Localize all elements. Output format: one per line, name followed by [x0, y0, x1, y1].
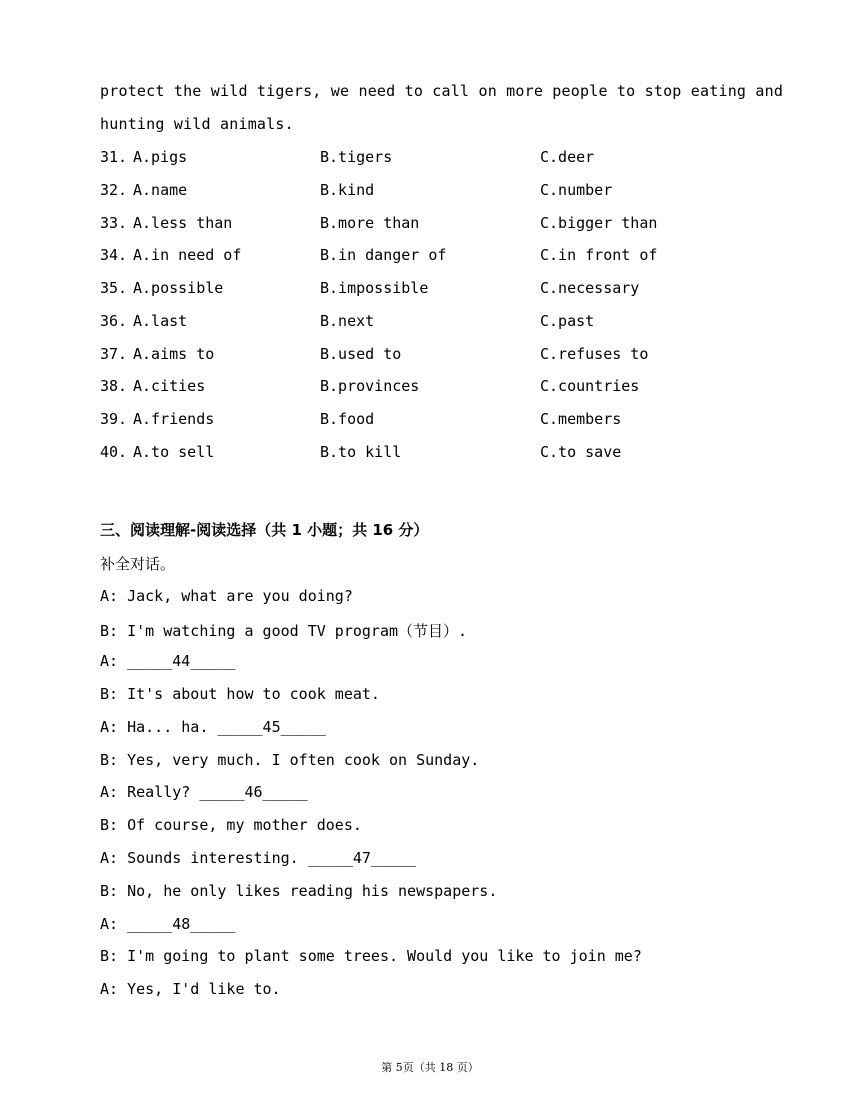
option-b: B.tigers	[320, 148, 393, 166]
dialogue-line-blank-47: A: Sounds interesting. _____47_____	[100, 849, 417, 867]
option-c: C.bigger than	[540, 214, 658, 232]
option-c: C.countries	[540, 377, 640, 395]
question-number: 32.	[100, 181, 128, 199]
dialogue-line: B: Yes, very much. I often cook on Sunday.	[100, 751, 480, 769]
option-b: B.more than	[320, 214, 420, 232]
dialogue-line-blank-46: A: Really? _____46_____	[100, 783, 308, 801]
dialogue-line: B: No, he only likes reading his newspapers.	[100, 882, 498, 900]
option-b: B.next	[320, 312, 375, 330]
dialogue-line: A: Yes, I'd like to.	[100, 980, 281, 998]
option-c: C.deer	[540, 148, 595, 166]
option-b: B.in danger of	[320, 246, 447, 264]
option-a: A.pigs	[133, 148, 188, 166]
option-a: A.possible	[133, 279, 224, 297]
question-number: 37.	[100, 345, 128, 363]
dialogue-line-blank-44: A: _____44_____	[100, 652, 236, 670]
dialogue-line: A: Jack, what are you doing?	[100, 587, 353, 605]
option-b: B.kind	[320, 181, 375, 199]
option-c: C.past	[540, 312, 595, 330]
option-a: A.aims to	[133, 345, 215, 363]
dialogue-line: B: I'm going to plant some trees. Would you like to join me?	[100, 947, 642, 965]
question-number: 38.	[100, 377, 128, 395]
question-number: 34.	[100, 246, 128, 264]
option-a: A.name	[133, 181, 188, 199]
option-a: A.to sell	[133, 443, 215, 461]
dialogue-line: B: Of course, my mother does.	[100, 816, 362, 834]
dialogue-line: B: I'm watching a good TV program（节目）.	[100, 622, 468, 640]
option-b: B.impossible	[320, 279, 429, 297]
question-number: 36.	[100, 312, 128, 330]
question-number: 31.	[100, 148, 128, 166]
option-c: C.to save	[540, 443, 622, 461]
option-a: A.cities	[133, 377, 206, 395]
option-a: A.in need of	[133, 246, 242, 264]
option-b: B.to kill	[320, 443, 402, 461]
passage-line-2: hunting wild animals.	[100, 115, 294, 133]
option-c: C.number	[540, 181, 613, 199]
passage-line-1: protect the wild tigers, we need to call on more people to stop eating and	[100, 82, 784, 100]
option-a: A.friends	[133, 410, 215, 428]
option-b: B.provinces	[320, 377, 420, 395]
option-c: C.refuses to	[540, 345, 649, 363]
question-number: 33.	[100, 214, 128, 232]
option-c: C.necessary	[540, 279, 640, 297]
page-footer: 第 5页（共 18 页）	[381, 1061, 479, 1074]
option-c: C.in front of	[540, 246, 658, 264]
question-number: 39.	[100, 410, 128, 428]
option-a: A.less than	[133, 214, 233, 232]
question-number: 35.	[100, 279, 128, 297]
option-a: A.last	[133, 312, 188, 330]
dialogue-line-blank-45: A: Ha... ha. _____45_____	[100, 718, 326, 736]
section-heading: 三、阅读理解-阅读选择（共 1 小题；共 16 分）	[100, 521, 429, 539]
dialogue-line: B: It's about how to cook meat.	[100, 685, 380, 703]
option-c: C.members	[540, 410, 622, 428]
question-number: 40.	[100, 443, 128, 461]
dialogue-line-blank-48: A: _____48_____	[100, 915, 236, 933]
option-b: B.used to	[320, 345, 402, 363]
option-b: B.food	[320, 410, 375, 428]
section-instruction: 补全对话。	[100, 555, 176, 573]
